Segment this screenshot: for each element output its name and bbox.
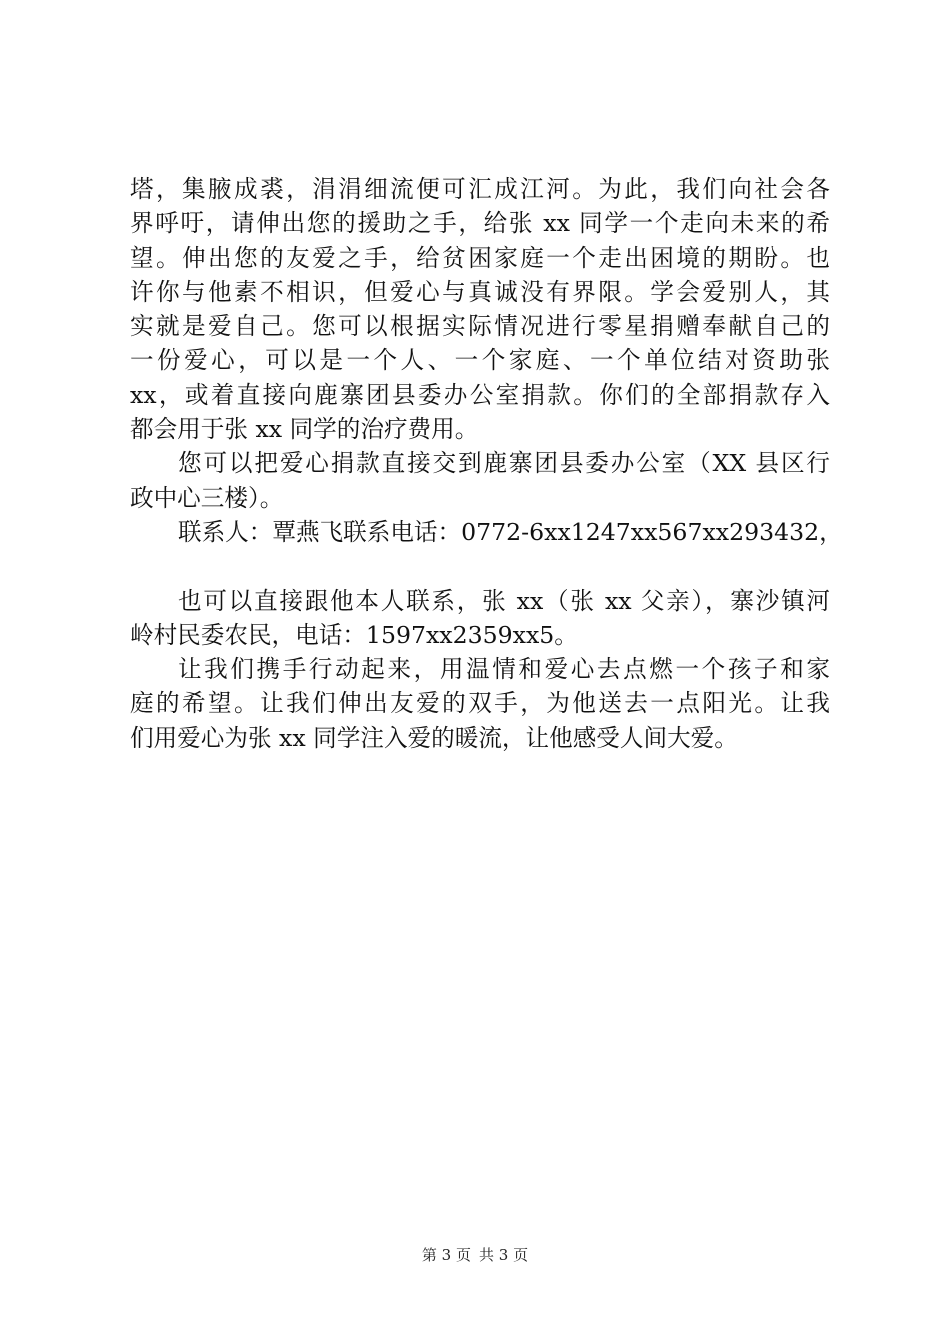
page-footer (0, 1245, 950, 1265)
text-line: 界呼吁，请伸出您的援助之手，给张 xx 同学一个走向未来的希 (130, 209, 830, 238)
text-line: 塔，集腋成裘，涓涓细流便可汇成江河。为此，我们向社会各 (130, 175, 830, 203)
paragraph-donation-location (130, 446, 830, 515)
text-line: xx，或着直接向鹿寨团县委办公室捐款。你们的全部捐款存入 (130, 380, 830, 409)
text-line: 一份爱心，可以是一个人、一个家庭、一个单位结对资助张 (130, 346, 830, 375)
text-line: 们用爱心为张 xx 同学注入爱的暖流，让他感受人间大爱。 (130, 723, 738, 752)
document-body (130, 172, 843, 755)
paragraph-contact (130, 515, 843, 549)
text-line: 让我们携手行动起来，用温情和爱心去点燃一个孩子和家 (178, 655, 830, 684)
page-number-current: 第 3 页 (421, 1246, 471, 1264)
text-line: 庭的希望。让我们伸出友爱的双手，为他送去一点阳光。让我 (130, 689, 830, 718)
page-number-total: 共 3 页 (479, 1246, 529, 1264)
paragraph-direct-contact (130, 584, 830, 653)
text-line: 许你与他素不相识，但爱心与真诚没有界限。学会爱别人，其 (130, 277, 830, 306)
text-line: 望。伸出您的友爱之手，给贫困家庭一个走出困境的期盼。也 (130, 243, 830, 272)
blank-line (130, 549, 830, 583)
text-line: 岭村民委农民，电话：1597xx2359xx5。 (130, 620, 578, 649)
paragraph-appeal (130, 172, 830, 446)
text-line: 也可以直接跟他本人联系，张 xx（张 xx 父亲），寨沙镇河 (178, 586, 830, 615)
text-line: 您可以把爱心捐款直接交到鹿寨团县委办公室（XX 县区行 (178, 449, 830, 478)
text-line: 政中心三楼）。 (130, 483, 284, 512)
paragraph-closing (130, 652, 830, 755)
text-line: 实就是爱自己。您可以根据实际情况进行零星捐赠奉献自己的 (130, 312, 830, 341)
text-line: 联系人：覃燕飞联系电话：0772-6xx1247xx567xx293432， (178, 517, 843, 546)
text-line: 都会用于张 xx 同学的治疗费用。 (130, 415, 479, 444)
